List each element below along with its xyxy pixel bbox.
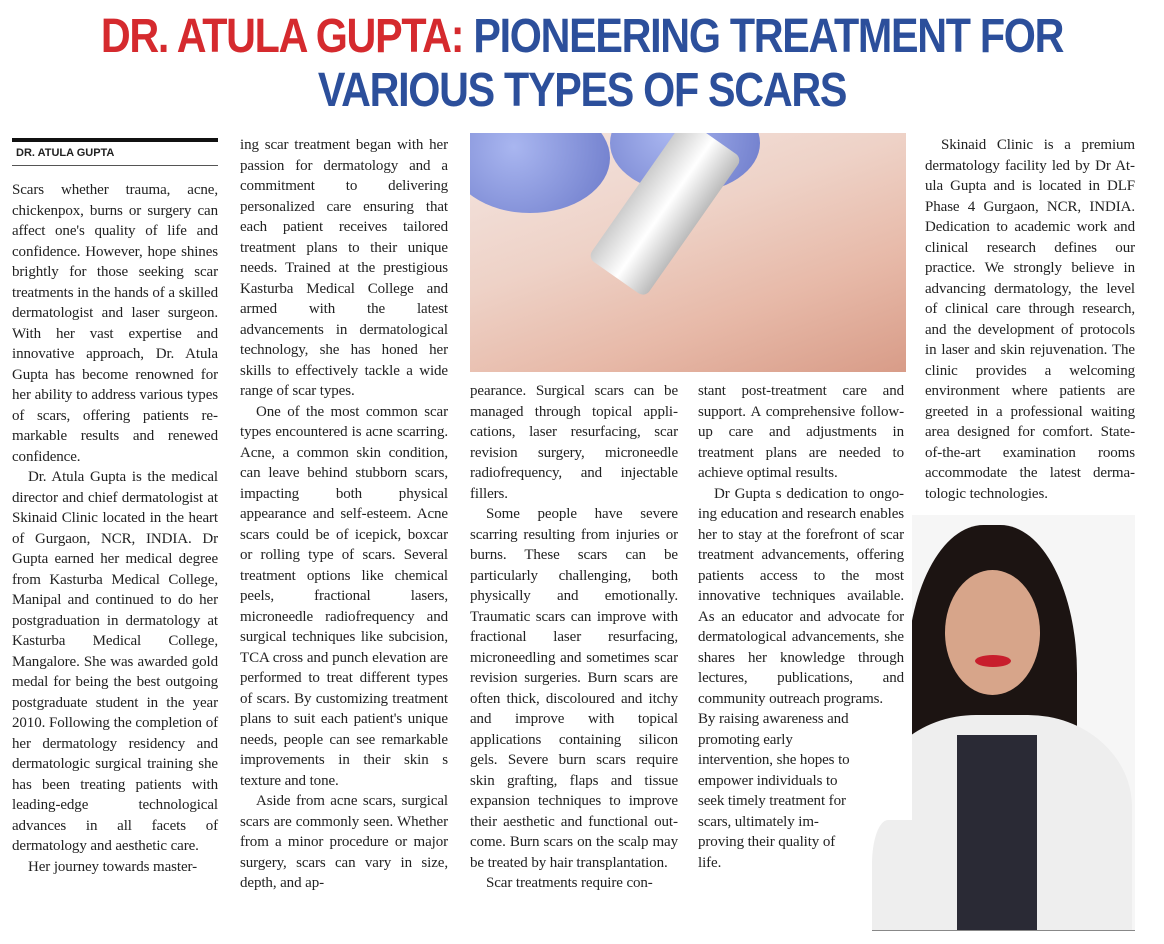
photo-rule [872, 930, 1135, 931]
laser-device-image [588, 133, 743, 298]
headline-title-part-1: PIONEERING TREATMENT FOR [473, 10, 1064, 63]
headline-line-1 [81, 10, 1082, 64]
portrait-face [945, 570, 1040, 695]
paragraph: Scar treatments require con- [486, 875, 653, 891]
paragraph: stant post-treatment care and support. A comprehensive follow-up care and adjustments in treatment plans are needed to achieve optimal results. [698, 383, 904, 481]
headline-name: DR. ATULA GUPTA: [100, 10, 464, 63]
article-column-1 [12, 180, 218, 877]
byline: DR. ATULA GUPTA [16, 147, 115, 159]
paragraph: One of the most common scar types encountered is acne scarring. Acne, a common skin condition, can leave behind stubborn scars, impacting both physical appearance and self-esteem. Acne scars could be of icepick, boxcar or rolling type of scars. Several treatment options like chemical peels, fractional lasers, microneedle radiofrequency and surgical techniques like subcision, TCA cross and punch elevation are performed to treat different types of scars. By customizing treatment plans to suit each patient's unique needs, people can see remarkable improvements in their skin s texture and tone. [240, 403, 448, 789]
paragraph: Aside from acne scars, surgical scars are commonly seen. Whether from a minor procedure or major surgery, scars can vary in size, depth, and ap- [240, 793, 448, 891]
portrait-sleeve [872, 820, 912, 930]
treatment-photo [470, 133, 906, 372]
paragraph: Scars whether trauma, acne, chickenpox, burns or surgery can affect one's quality of life and confidence. However, hope shines brightly for those seeking scar treatments in the hands of a skilled dermatologist and laser surgeon. With her vast expertise and innovative approach, Dr. Atula Gupta has become renowned for her ability to address various types of scars, offering patients remarkable results and renewed confidence. [12, 182, 218, 465]
paragraph: pearance. Surgical scars can be managed through topical applications, laser resurfacing, scar revision surgery, microneedle radiofrequency, and injectable fillers. [470, 383, 678, 502]
portrait-photo [912, 515, 1135, 930]
paragraph: Her journey towards master- [28, 858, 198, 875]
article-column-5 [925, 135, 1135, 504]
article-column-2 [240, 135, 448, 894]
paragraph: Skinaid Clinic is a premium dermatology facility led by Dr Atula Gupta and is located in DLF Phase 4 Gurgaon, NCR, INDIA. Dedication to academic work and clinical research defines our practice. We strongly believe in advancing dermatology, the level of clinical care through research, and the development of protocols in laser and skin rejuvenation. The clinic provides a welcoming environment where patients are greeted in a professional waiting area designed for comfort. State-of-the-art examination rooms accommodate the latest dermatologic technologies. [925, 137, 1135, 502]
gloved-hand-image [470, 133, 610, 213]
byline-rule-bottom [12, 165, 218, 166]
portrait-top [957, 735, 1037, 930]
paragraph: Some people have severe scarring resulting from injuries or burns. These scars can be particularly challenging, both physically and emotionally. Traumatic scars can improve with fractional laser resurfacing, microneedling and sometimes scar revision surgeries. Burn scars are often thick, discoloured and itchy and improve with topical applications containing silicon gels. Severe burn scars require skin grafting, flaps and tissue expansion techniques to improve their aesthetic and functional outcome. Burn scars on the scalp may be treated by hair transplantation. [470, 506, 678, 871]
byline-rule-top [12, 138, 218, 142]
portrait-lips [975, 655, 1011, 667]
article-column-4 [698, 381, 904, 873]
paragraph: Dr. Atula Gupta is the medical director and chief dermatologist at Skinaid Clinic located in the heart of Gurgaon, NCR, INDIA. Dr Gupta earned her medical degree from Kasturba Medical College, Manipal and continued to do her postgraduation in dermatology at Kasturba Medical College, Mangalore. She was awarded gold medal for being the best outgoing postgraduate student in the year 2010. Following the completion of her dermatology residency and dermatologic surgical training she has been treating patients with leading-edge technological advances in all facets of dermatology and aesthetic care. [12, 469, 218, 854]
headline-line-2: VARIOUS TYPES OF SCARS [317, 64, 847, 117]
paragraph: Dr Gupta s dedication to ongoing education and research enables her to stay at the forefront of scar treatment advancements, offering patients access to the most innovative techniques available. As an educator and advocate for dermatological advancements, she shares her knowledge through lectures, publications, and community outreach programs. [698, 485, 904, 707]
paragraph: ing scar treatment began with her passion for dermatology and a commitment to delivering personalized care ensuring that each patient receives tailored treatment plans to their unique needs. Trained at the prestigious Kasturba Medical College and armed with the latest advancements in dermatological technology, she has honed her skills to effectively tackle a wide range of scar types. [240, 137, 448, 399]
paragraph: By raising awareness and promoting early intervention, she hopes to empower individuals to seek timely treatment for scars, ultimately improving their quality of life. [698, 711, 850, 871]
article-column-3 [470, 381, 678, 894]
